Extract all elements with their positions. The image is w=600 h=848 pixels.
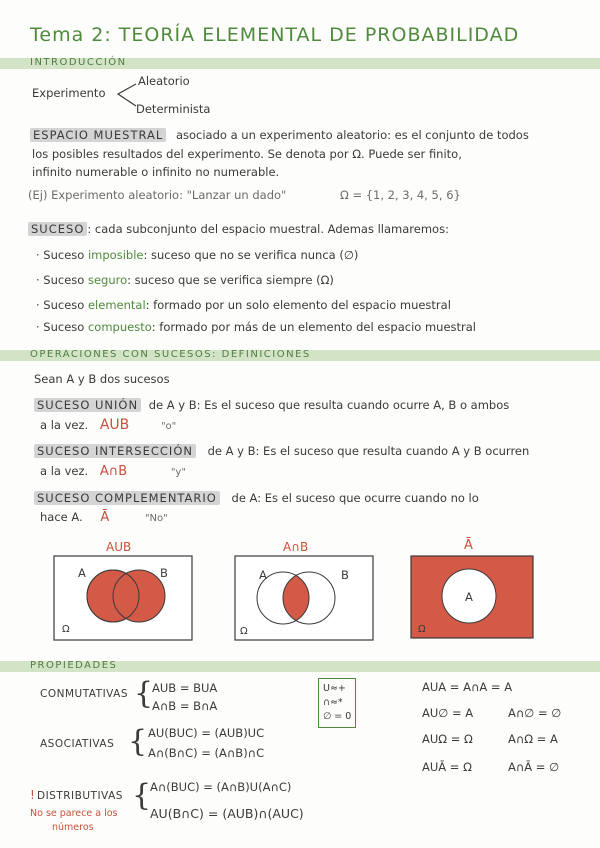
analogy-box	[318, 678, 356, 728]
comp-quote: "No"	[144, 513, 168, 524]
analogy-empty: ∅ = 0	[323, 711, 352, 722]
suceso-text: : cada subconjunto del espacio muestral. Ademas llamaremos:	[87, 222, 449, 236]
union-line1: SUCESO UNIÓN de A y B: Es el suceso que resulta cuando ocurre A, B o ambos	[34, 398, 509, 412]
prop-right-3a: AUΩ = Ω	[422, 732, 473, 746]
venn-union-omega: Ω	[62, 624, 70, 635]
suceso-term: SUCESO	[28, 222, 87, 236]
union-symbol: AUB	[99, 417, 130, 433]
omega-set: Ω = {1, 2, 3, 4, 5, 6}	[340, 188, 461, 202]
conm-eq2: A∩B = B∩A	[152, 699, 218, 713]
espacio-line2: los posibles resultados del experimento. Se denota por Ω. Puede ser finito,	[32, 147, 462, 161]
distributivas-label: DISTRIBUTIVAS	[37, 790, 123, 802]
prop-right-1: AUA = A∩A = A	[422, 680, 513, 694]
prop-right-2a: AU∅ = A	[422, 706, 474, 720]
suceso-item: · Suceso compuesto: formado por más de un elemento del espacio muestral	[36, 320, 477, 334]
venn-comp-omega: Ω	[418, 624, 426, 635]
determinista-label: Determinista	[136, 102, 211, 116]
venn-inter-a: A	[259, 568, 267, 582]
distributivas-brace: {	[132, 778, 152, 813]
asociativas-brace: {	[128, 724, 148, 759]
branch-arrows	[112, 80, 138, 110]
conmutativas-label: CONMUTATIVAS	[40, 688, 129, 700]
exclamation-mark: !	[30, 788, 35, 802]
venn-diagrams	[0, 550, 600, 645]
prop-right-4b: A∩Ā = ∅	[508, 760, 560, 774]
suceso-line	[28, 222, 449, 236]
intro-heading: INTRODUCCIÓN	[30, 57, 127, 68]
inter-term: SUCESO INTERSECCIÓN	[34, 444, 196, 458]
inter-line1: SUCESO INTERSECCIÓN de A y B: Es el suceso que resulta cuando A y B ocurren	[34, 444, 529, 458]
inter-quote: "y"	[170, 467, 186, 478]
comp-line1: SUCESO COMPLEMENTARIO de A: Es el suceso que ocurre cuando no lo	[34, 491, 479, 505]
operaciones-heading: OPERACIONES CON SUCESOS: DEFINICIONES	[30, 349, 311, 360]
dist-eq2: AU(B∩C) = (AUB)∩(AUC)	[150, 806, 304, 821]
dist-eq1: A∩(BUC) = (A∩B)U(A∩C)	[150, 780, 292, 794]
operaciones-intro: Sean A y B dos sucesos	[34, 372, 170, 386]
comp-term: SUCESO COMPLEMENTARIO	[34, 491, 220, 505]
venn-union-title: AUB	[106, 540, 132, 554]
example-text: (Ej) Experimento aleatorio: "Lanzar un dado"	[28, 188, 287, 202]
espacio-text1: asociado a un experimento aleatorio: es el conjunto de todos	[175, 128, 529, 142]
asoc-eq2: A∩(B∩C) = (A∩B)∩C	[148, 746, 265, 760]
conmutativas-brace: {	[134, 676, 154, 711]
union-term: SUCESO UNIÓN	[34, 398, 141, 412]
venn-comp-a: A	[465, 590, 473, 604]
suceso-item: · Suceso elemental: formado por un solo elemento del espacio muestral	[36, 298, 451, 312]
comp-line2: hace A. Ā "No"	[40, 510, 168, 525]
espacio-line1	[30, 128, 529, 142]
suceso-item: · Suceso seguro: suceso que se verifica siempre (Ω)	[36, 273, 334, 287]
suceso-term-compuesto: compuesto	[87, 320, 152, 334]
aleatorio-label: Aleatorio	[138, 74, 190, 88]
prop-right-2b: A∩∅ = ∅	[508, 706, 562, 720]
venn-union-b: B	[160, 566, 168, 580]
page-title: Tema 2: TEORÍA ELEMENTAL DE PROBABILIDAD	[30, 24, 520, 46]
suceso-item: · Suceso imposible: suceso que no se verifica nunca (∅)	[36, 248, 359, 262]
espacio-muestral-term: ESPACIO MUESTRAL	[30, 128, 166, 142]
asociativas-label: ASOCIATIVAS	[40, 738, 115, 750]
conm-eq1: AUB = BUA	[152, 681, 218, 695]
comp-symbol: Ā	[100, 510, 110, 525]
experimento-label: Experimento	[32, 86, 106, 100]
venn-union-a: A	[78, 566, 86, 580]
prop-right-3b: A∩Ω = A	[508, 732, 558, 746]
suceso-term-seguro: seguro	[87, 273, 128, 287]
analogy-union: U≈+	[323, 683, 346, 694]
venn-comp-title: Ā	[464, 538, 473, 553]
inter-line2: a la vez. A∩B "y"	[40, 464, 186, 479]
inter-symbol: A∩B	[99, 464, 128, 479]
distributivas-note-line1: No se parece a los	[30, 808, 118, 819]
asoc-eq1: AU(BUC) = (AUB)UC	[148, 726, 265, 740]
union-line2: a la vez. AUB "o"	[40, 417, 177, 433]
venn-inter-omega: Ω	[240, 626, 248, 637]
prop-right-4a: AUĀ = Ω	[422, 760, 472, 774]
analogy-inter: ∩≈*	[323, 697, 343, 708]
union-quote: "o"	[160, 421, 177, 432]
propiedades-heading: PROPIEDADES	[30, 660, 118, 671]
venn-inter-title: A∩B	[283, 540, 309, 554]
venn-inter-b: B	[341, 568, 349, 582]
espacio-line3: infinito numerable o infinito no numerable.	[32, 165, 280, 179]
distributivas-note-line2: números	[52, 822, 94, 833]
suceso-term-elemental: elemental	[87, 298, 146, 312]
suceso-term-imposible: imposible	[87, 248, 144, 262]
